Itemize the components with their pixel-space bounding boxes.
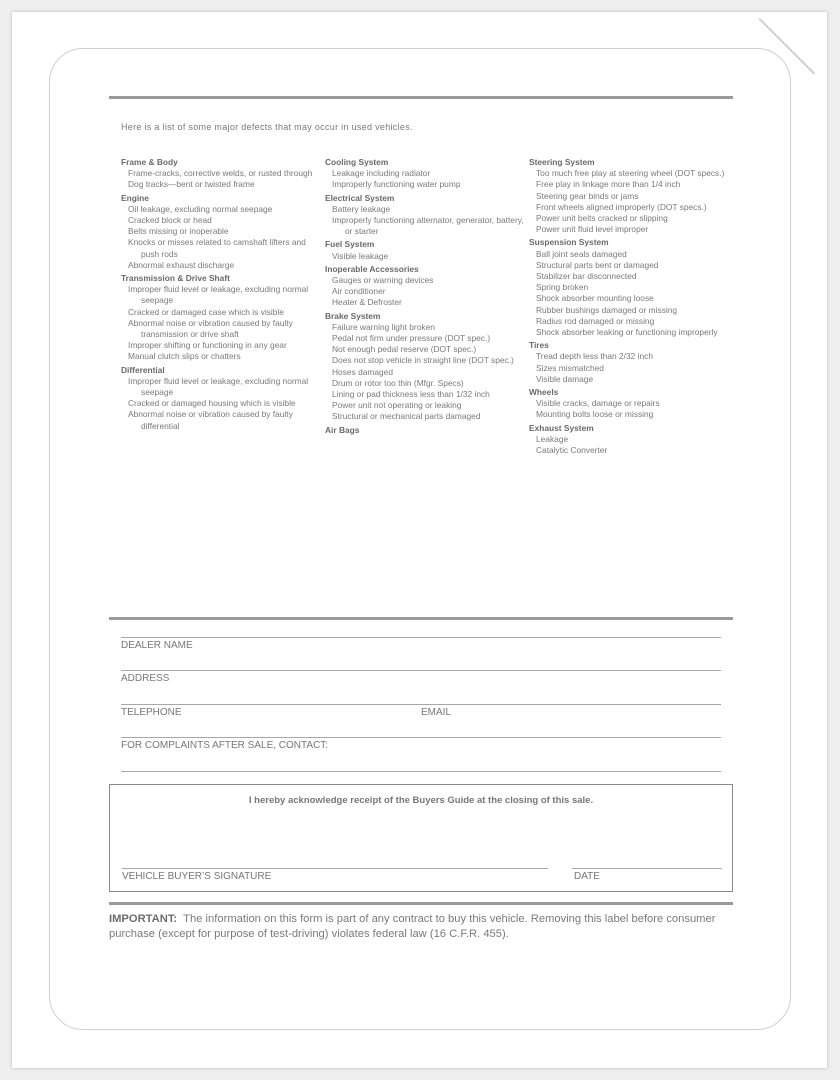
defect-item: Leakage bbox=[536, 433, 569, 444]
defect-item: Air conditioner bbox=[332, 286, 386, 297]
important-text: The information on this form is part of any contract to buy this vehicle. Removing this label before consumer purchase (except for purpose of test-driving) violates federal law (16 C.F.R. 455). bbox=[109, 913, 716, 940]
defect-item: Visible leakage bbox=[332, 250, 389, 261]
complaints-contact-line bbox=[121, 771, 721, 772]
important-notice bbox=[109, 912, 739, 942]
date-line bbox=[572, 868, 722, 869]
defects-column-1 bbox=[121, 155, 321, 432]
defect-category-title: Wheels bbox=[529, 387, 559, 398]
defects-column-2 bbox=[325, 155, 525, 436]
defect-item: Power unit belts cracked or slipping bbox=[536, 213, 668, 224]
defect-item: Improper shifting or functioning in any gear bbox=[128, 340, 287, 351]
defect-category-title: Air Bags bbox=[325, 424, 360, 435]
defect-category-title: Brake System bbox=[325, 310, 381, 321]
defect-category-title: Suspension System bbox=[529, 237, 609, 248]
defect-category-title: Engine bbox=[121, 192, 149, 203]
defect-item: Improper fluid level or leakage, excluding normal seepage bbox=[128, 284, 309, 306]
defect-item: Improperly functioning alternator, generator, battery, or starter bbox=[332, 215, 524, 237]
defect-item: Pedal not firm under pressure (DOT spec.) bbox=[332, 333, 491, 344]
defect-item: Radius rod damaged or missing bbox=[536, 315, 655, 326]
defect-item: Cracked block or head bbox=[128, 215, 212, 226]
defect-item: Improper fluid level or leakage, excluding normal seepage bbox=[128, 375, 309, 398]
defect-item: Cracked or damaged housing which is visible bbox=[128, 398, 296, 409]
defect-category-title: Inoperable Accessories bbox=[325, 263, 419, 274]
defect-category-title: Cooling System bbox=[325, 157, 389, 167]
defect-item: Tread depth less than 2/32 inch bbox=[536, 351, 654, 362]
defect-item: Steering gear binds or jams bbox=[536, 190, 639, 201]
defect-item: Catalytic Converter bbox=[536, 445, 608, 456]
date-label: DATE bbox=[574, 871, 600, 882]
dealer-name-label: DEALER NAME bbox=[121, 640, 193, 651]
defect-item: Front wheels aligned improperly (DOT specs.) bbox=[536, 201, 707, 212]
defect-item: Stabilizer bar disconnected bbox=[536, 271, 637, 282]
defect-item: Failure warning light broken bbox=[332, 321, 435, 332]
defect-item: Frame-cracks, corrective welds, or rusted through bbox=[128, 168, 313, 179]
defect-item: Hoses damaged bbox=[332, 366, 393, 377]
defect-item: Belts missing or inoperable bbox=[128, 226, 229, 237]
defects-column-3 bbox=[529, 155, 729, 456]
defect-item: Improperly functioning water pump bbox=[332, 179, 461, 190]
defect-item: Knocks or misses related to camshaft lifters and push rods bbox=[128, 237, 306, 259]
defect-item: Dog tracks—bent or twisted frame bbox=[128, 179, 255, 190]
defect-item: Power unit fluid level improper bbox=[536, 224, 649, 235]
defect-category-title: Electrical System bbox=[325, 192, 395, 203]
defect-item: Drum or rotor too thin (Mfgr. Specs) bbox=[332, 377, 464, 388]
defect-item: Sizes mismatched bbox=[536, 362, 604, 373]
dealer-section-divider bbox=[109, 617, 733, 620]
defect-item: Abnormal noise or vibration caused by faulty differential bbox=[128, 409, 293, 431]
defect-item: Shock absorber leaking or functioning improperly bbox=[536, 327, 718, 338]
defect-item: Not enough pedal reserve (DOT spec.) bbox=[332, 344, 477, 355]
defect-item: Structural parts bent or damaged bbox=[536, 259, 659, 270]
defect-item: Abnormal noise or vibration caused by faulty transmission or drive shaft bbox=[128, 317, 293, 340]
address-line bbox=[121, 670, 721, 671]
defect-category-title: Exhaust System bbox=[529, 422, 594, 433]
defect-item: Lining or pad thickness less than 1/32 inch bbox=[332, 389, 490, 400]
defect-item: Too much free play at steering wheel (DOT specs.) bbox=[536, 168, 725, 179]
defect-item: Oil leakage, excluding normal seepage bbox=[128, 203, 273, 214]
address-label: ADDRESS bbox=[121, 673, 170, 684]
defect-category-title: Steering System bbox=[529, 157, 595, 167]
defect-item: Battery leakage bbox=[332, 203, 391, 214]
defect-category-title: Fuel System bbox=[325, 239, 375, 250]
defect-item: Does not stop vehicle in straight line (DOT spec.) bbox=[332, 355, 514, 366]
telephone-label: TELEPHONE bbox=[121, 707, 182, 718]
defect-item: Ball joint seals damaged bbox=[536, 248, 627, 259]
defect-item: Power unit not operating or leaking bbox=[332, 400, 462, 411]
acknowledgment-text: I hereby acknowledge receipt of the Buyers Guide at the closing of this sale. bbox=[248, 795, 594, 806]
telephone-line bbox=[121, 704, 721, 705]
defects-intro: Here is a list of some major defects that may occur in used vehicles. bbox=[121, 122, 413, 132]
buyer-signature-line bbox=[122, 868, 548, 869]
defect-category-title: Transmission & Drive Shaft bbox=[121, 273, 230, 284]
complaints-contact-label: FOR COMPLAINTS AFTER SALE, CONTACT: bbox=[121, 740, 329, 751]
defect-item: Structural or mechanical parts damaged bbox=[332, 411, 481, 422]
top-divider bbox=[109, 96, 733, 99]
defect-item: Abnormal exhaust discharge bbox=[128, 259, 235, 270]
defect-category-title: Frame & Body bbox=[121, 157, 178, 167]
complaints-line bbox=[121, 737, 721, 738]
defect-item: Cracked or damaged case which is visible bbox=[128, 306, 284, 317]
defect-item: Gauges or warning devices bbox=[332, 275, 434, 286]
defect-item: Mounting bolts loose or missing bbox=[536, 409, 654, 420]
defect-category-title: Differential bbox=[121, 364, 165, 375]
defect-item: Heater & Defroster bbox=[332, 297, 402, 308]
important-divider bbox=[109, 902, 733, 905]
defect-item: Spring broken bbox=[536, 282, 589, 293]
defect-item: Shock absorber mounting loose bbox=[536, 293, 654, 304]
dealer-name-line bbox=[121, 637, 721, 638]
defect-item: Leakage including radiator bbox=[332, 168, 431, 179]
defect-item: Visible damage bbox=[536, 373, 594, 384]
defect-category-title: Tires bbox=[529, 340, 549, 351]
buyer-signature-label: VEHICLE BUYER’S SIGNATURE bbox=[122, 871, 272, 882]
defect-item: Free play in linkage more than 1/4 inch bbox=[536, 179, 681, 190]
defect-item: Visible cracks, damage or repairs bbox=[536, 398, 660, 409]
defect-item: Manual clutch slips or chatters bbox=[128, 351, 241, 362]
defect-item: Rubber bushings damaged or missing bbox=[536, 304, 678, 315]
important-label: IMPORTANT: bbox=[109, 913, 178, 925]
email-label: EMAIL bbox=[421, 707, 452, 718]
